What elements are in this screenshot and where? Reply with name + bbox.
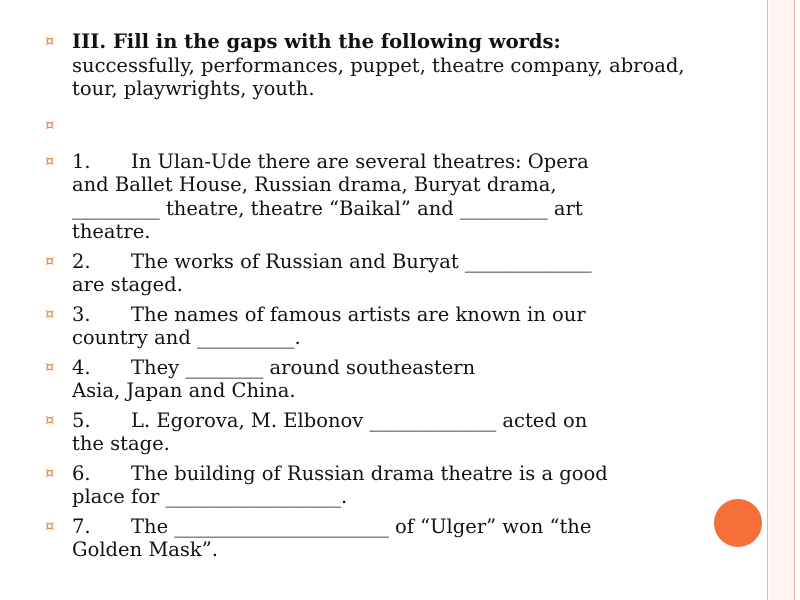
exercise-title: III. Fill in the gaps with the following words: bbox=[72, 30, 561, 53]
bullet-icon: ¤ bbox=[45, 410, 55, 429]
slide-border-left bbox=[767, 0, 768, 600]
exercise-line bbox=[72, 538, 705, 562]
exercise-line bbox=[72, 250, 705, 274]
item-text: place for __________________. bbox=[72, 485, 348, 508]
bullet-icon: ¤ bbox=[45, 304, 55, 323]
item-text: The names of famous artists are known in our bbox=[131, 302, 586, 326]
exercise-item bbox=[40, 462, 705, 509]
item-text: _________ theatre, theatre “Baikal” and _________ art bbox=[72, 196, 583, 220]
bullet-icon: ¤ bbox=[45, 151, 55, 170]
exercise-line bbox=[72, 515, 705, 539]
bullet-icon: ¤ bbox=[45, 251, 55, 270]
exercise-item bbox=[40, 409, 705, 456]
exercise-line bbox=[72, 462, 705, 486]
exercise-item bbox=[40, 303, 705, 350]
item-text: L. Egorova, M. Elbonov _____________ acted on bbox=[131, 408, 588, 432]
exercise-line bbox=[72, 432, 705, 456]
exercise-line bbox=[72, 220, 705, 244]
empty-item bbox=[40, 114, 705, 137]
exercise-line bbox=[72, 303, 705, 327]
exercise-item bbox=[40, 250, 705, 297]
exercise-list bbox=[40, 150, 705, 562]
bullet-icon: ¤ bbox=[45, 115, 55, 134]
instruction-item bbox=[40, 30, 705, 101]
exercise-line bbox=[72, 356, 705, 380]
exercise-item bbox=[40, 356, 705, 403]
item-number: 5. bbox=[72, 408, 91, 432]
item-text: theatre. bbox=[72, 220, 151, 243]
item-text: and Ballet House, Russian drama, Buryat drama, bbox=[72, 173, 557, 196]
slide-content bbox=[40, 30, 705, 568]
bullet-icon: ¤ bbox=[45, 463, 55, 482]
item-text: country and __________. bbox=[72, 326, 301, 349]
item-text: They ________ around southeastern bbox=[131, 355, 476, 379]
item-text: The building of Russian drama theatre is a good bbox=[131, 461, 608, 485]
exercise-item bbox=[40, 515, 705, 562]
exercise-line bbox=[72, 197, 705, 221]
item-text: Golden Mask”. bbox=[72, 538, 218, 561]
decorative-circle bbox=[714, 499, 762, 547]
exercise-line bbox=[72, 485, 705, 509]
bullet-icon: ¤ bbox=[45, 357, 55, 376]
item-number: 6. bbox=[72, 461, 91, 485]
exercise-line bbox=[72, 173, 705, 197]
word-bank: successfully, performances, puppet, theatre company, abroad, tour, playwrights, youth. bbox=[72, 53, 685, 100]
item-text: Asia, Japan and China. bbox=[72, 379, 296, 402]
item-text: the stage. bbox=[72, 432, 170, 455]
item-number: 7. bbox=[72, 514, 91, 538]
item-text: In Ulan-Ude there are several theatres: Opera bbox=[131, 149, 589, 173]
item-number: 4. bbox=[72, 355, 91, 379]
item-text: The ______________________ of “Ulger” won “the bbox=[131, 514, 592, 538]
exercise-line bbox=[72, 326, 705, 350]
item-number: 2. bbox=[72, 249, 91, 273]
exercise-item bbox=[40, 150, 705, 244]
item-text: The works of Russian and Buryat _____________ bbox=[131, 249, 592, 273]
exercise-line bbox=[72, 273, 705, 297]
bullet-icon: ¤ bbox=[45, 32, 55, 50]
exercise-line bbox=[72, 409, 705, 433]
exercise-line bbox=[72, 379, 705, 403]
item-number: 3. bbox=[72, 302, 91, 326]
slide-border-right bbox=[794, 0, 795, 600]
item-number: 1. bbox=[72, 149, 91, 173]
item-text: are staged. bbox=[72, 273, 183, 296]
bullet-icon: ¤ bbox=[45, 516, 55, 535]
slide-side-band bbox=[769, 0, 793, 600]
exercise-line bbox=[72, 150, 705, 174]
